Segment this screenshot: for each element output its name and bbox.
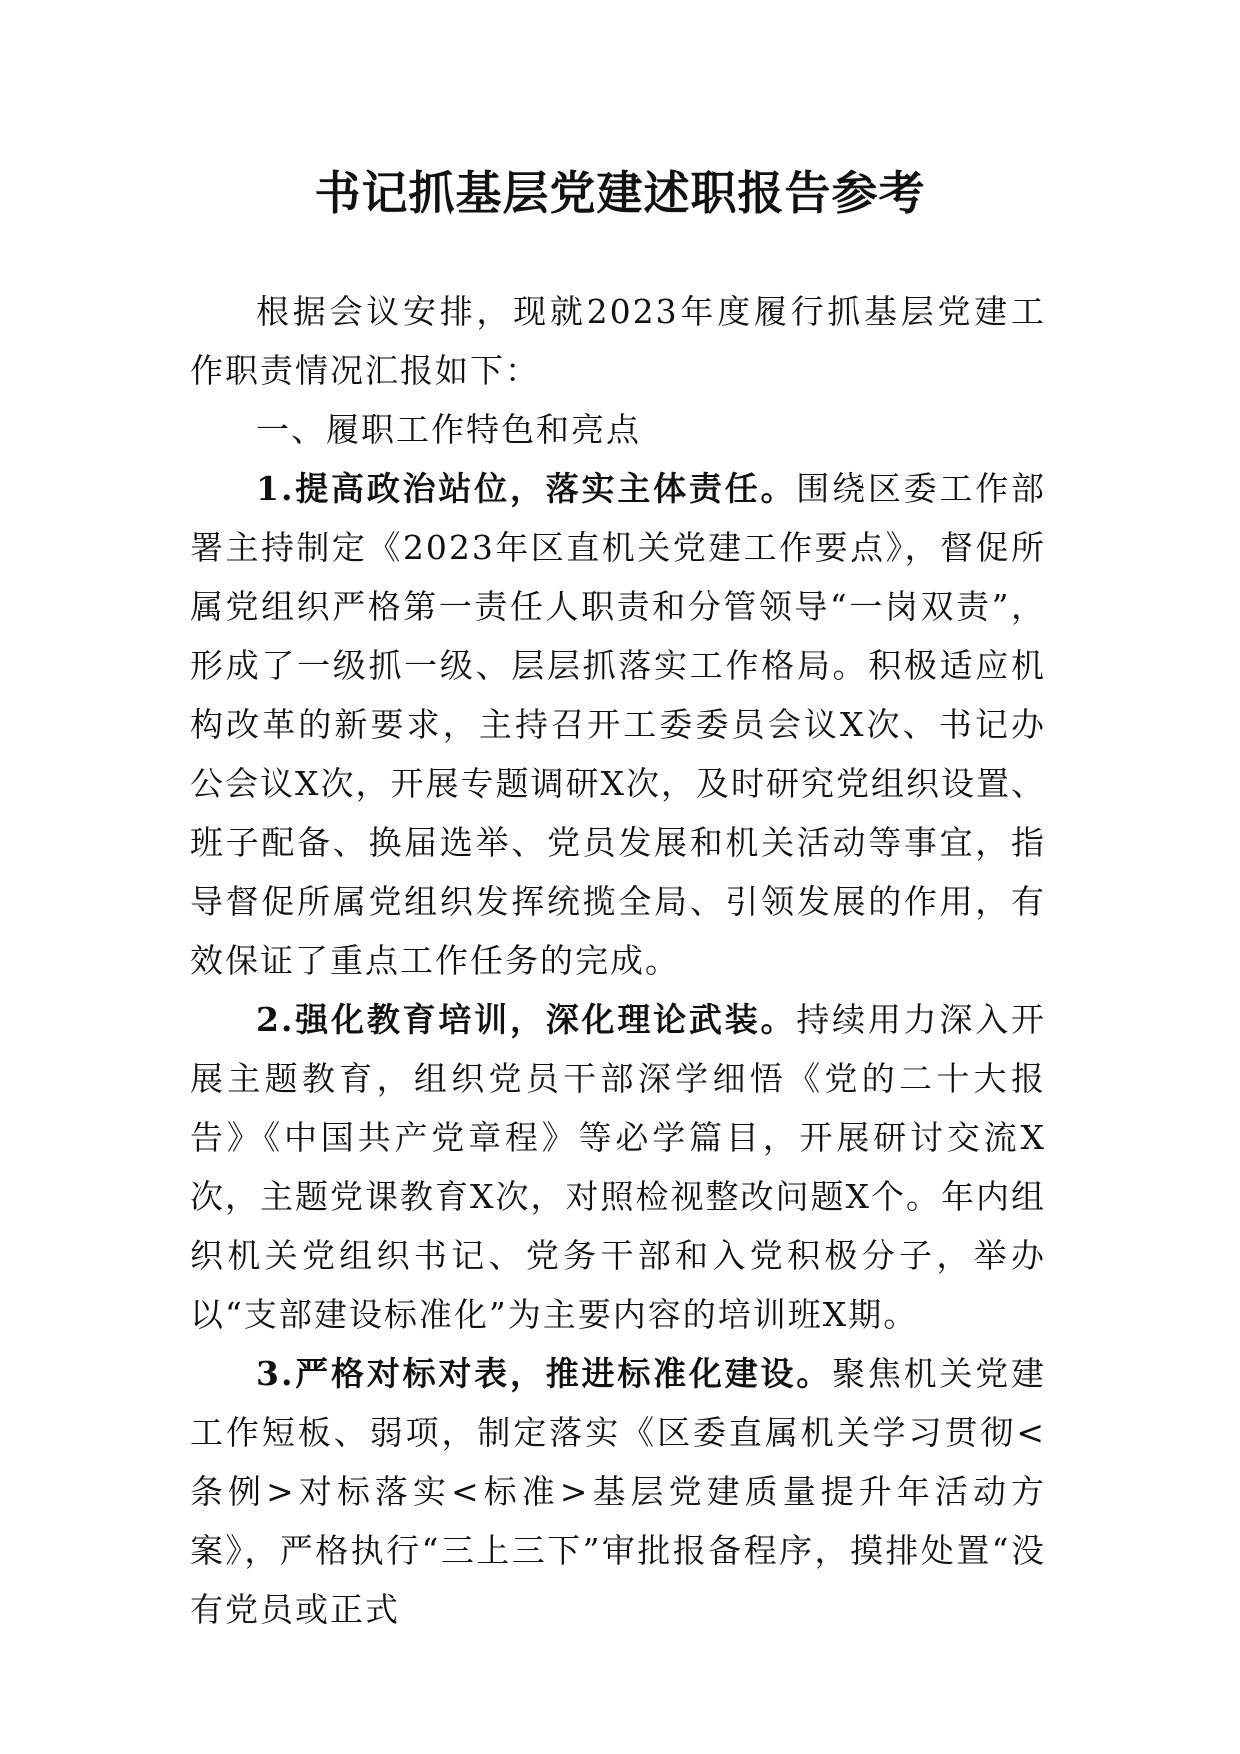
item-text-1: 围绕区委工作部署主持制定《2023年区直机关党建工作要点》，督促所属党组织严格第一责任人职责和分管领导“一岗双责”，形成了一级抓一级、层层抓落实工作格局。积极适应机构改革的新要求，主持召开工委委员会议X次、书记办公会议X次，开展专题调研X次，及时研究党组织设置、班子配备、换届选举、党员发展和机关活动等事宜，指导督促所属党组织发挥统揽全局、引领发展的作用，有效保证了重点工作任务的完成。 — [190, 469, 1047, 980]
item-text-3: 聚焦机关党建工作短板、弱项，制定落实《区委直属机关学习贯彻<条例>对标落实<标准>基层党建质量提升年活动方案》，严格执行“三上三下”审批报备程序，摸排处置“没有党员或正式 — [190, 1354, 1047, 1629]
document-body — [190, 282, 1046, 1639]
item-paragraph-1 — [190, 459, 1046, 990]
item-paragraph-2 — [190, 990, 1046, 1344]
item-paragraph-3 — [190, 1344, 1046, 1639]
item-lead-3: 3.严格对标对表，推进标准化建设。 — [256, 1354, 833, 1393]
item-lead-1: 1.提高政治站位，落实主体责任。 — [256, 469, 797, 508]
item-text-2: 持续用力深入开展主题教育，组织党员干部深学细悟《党的二十大报告》《中国共产党章程》等必学篇目，开展研讨交流X次，主题党课教育X次，对照检视整改问题X个。年内组织机关党组织书记、党务干部和入党积极分子，举办以“支部建设标准化”为主要内容的培训班X期。 — [190, 1000, 1047, 1334]
section-heading: 一、履职工作特色和亮点 — [256, 410, 641, 449]
document-title: 书记抓基层党建述职报告参考 — [314, 166, 926, 220]
item-lead-2: 2.强化教育培训，深化理论武装。 — [256, 1000, 797, 1039]
intro-paragraph: 根据会议安排，现就2023年度履行抓基层党建工作职责情况汇报如下： — [190, 292, 1046, 390]
